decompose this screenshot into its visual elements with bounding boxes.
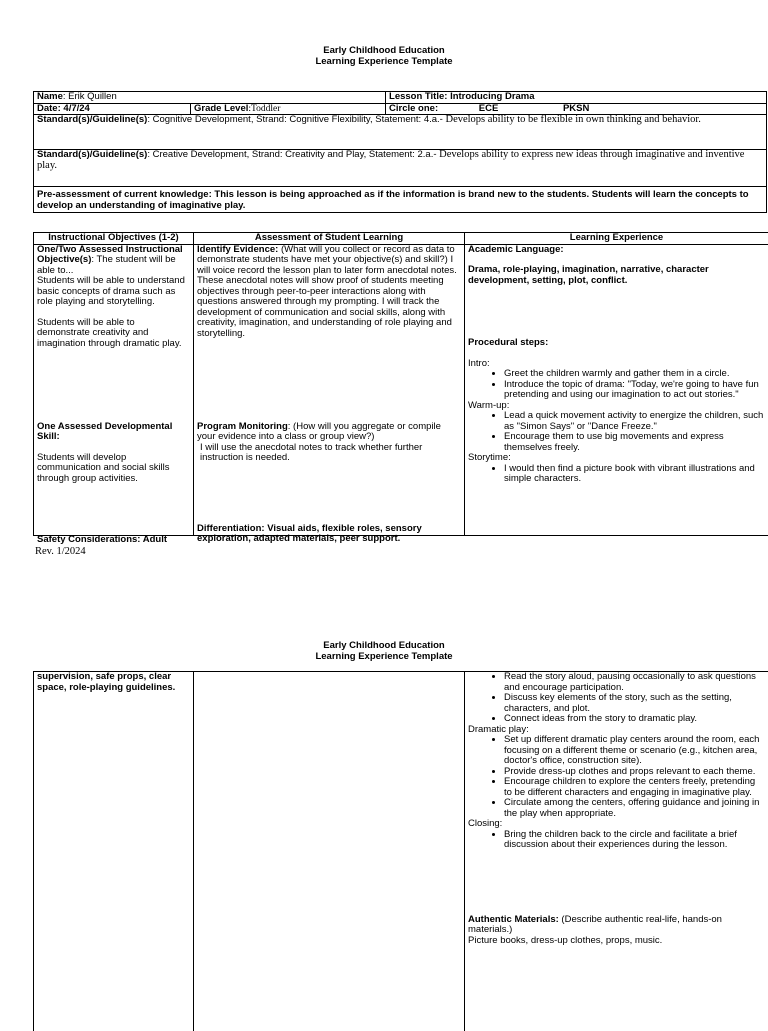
lesson-table-page-1 — [33, 232, 768, 536]
list-item: • Greet the children warmly and gather them in a circle. — [504, 369, 765, 380]
column-header-experience: Learning Experience — [465, 233, 768, 245]
lesson-title-cell: Lesson Title: Introducing Drama — [386, 92, 767, 104]
circle-one-cell: Circle one: ECE PKSN — [386, 103, 767, 115]
revision-note: Rev. 1/2024 — [35, 546, 86, 557]
list-item: • Read the story aloud, pausing occasionally to ask questions and encourage participation. — [504, 672, 765, 693]
safety-continued-cell: supervision, safe props, clear space, role-playing guidelines. — [34, 672, 194, 1031]
list-item: • Encourage children to explore the centers freely, pretending to be different characters and engaging in imaginative play. — [504, 777, 765, 798]
list-item: • I would then find a picture book with vibrant illustrations and simple characters. — [504, 464, 765, 485]
preassessment-cell: Pre-assessment of current knowledge: This lesson is being approached as if the information is brand new to the students. Students will learn the concepts to develop an understanding of imaginative play. — [34, 187, 767, 213]
info-table — [33, 91, 767, 213]
list-item: • Provide dress-up clothes and props relevant to each theme. — [504, 767, 765, 778]
page-title-line1: Early Childhood Education — [0, 45, 768, 56]
list-item: • Lead a quick movement activity to energize the children, such as "Simon Says" or "Dance Freeze." — [504, 411, 765, 432]
list-item: • Discuss key elements of the story, such as the setting, characters, and plot. — [504, 693, 765, 714]
list-item: • Set up different dramatic play centers around the room, each focusing on a different theme or scenario (e.g., kitchen area, doctor's office, construction site). — [504, 735, 765, 767]
safety-considerations: Safety Considerations: Adult — [37, 535, 167, 546]
assessment-continued-cell — [194, 672, 465, 1031]
differentiation: Differentiation: Visual aids, flexible roles, sensory exploration, adapted materials, peer support. — [197, 524, 461, 545]
list-item: • Connect ideas from the story to dramatic play. — [504, 714, 765, 725]
objectives-cell: One/Two Assessed Instructional Objective(s): The student will be able to... Students will be able to understand basic concepts of drama such as role playing and storytelling. Students will be able to demonstrate creativity and imagination through dramatic play. One Assessed Developmental Skill: Students will develop communication and social skills through group activities. Safety Considerations: Adult — [34, 244, 194, 535]
date-cell: Date: 4/7/24 — [34, 103, 191, 115]
standard-1-cell: Standard(s)/Guideline(s): Cognitive Development, Strand: Cognitive Flexibility, Statement: 4.a.- Develops ability to be flexible in own thinking and behavior. — [34, 115, 767, 150]
experience-cell: Academic Language: Drama, role-playing, imagination, narrative, character development, setting, plot, conflict. Procedural steps: Intro: • Greet the children warmly and gather them in a circle. • Introduce the topic of drama: "Today, we're going to have fun pretending and using our imagination to act out stories." Warm-up: • Lead a quick movement activity to energize the children, such as "Simon Says" or "Dance Freeze." • Encourage them to use big movements and express themselves freely. Storytime: • I would then find a picture book with vibrant illustrations and simple characters. — [465, 244, 768, 535]
column-header-assessment: Assessment of Student Learning — [194, 233, 465, 245]
name-cell: Name: Erik Quillen — [34, 92, 386, 104]
lesson-table-page-2 — [33, 671, 768, 1031]
experience-continued-cell: • Read the story aloud, pausing occasionally to ask questions and encourage participation. • Discuss key elements of the story, such as the setting, characters, and plot. • Connect ideas from the story to dramatic play. Dramatic play: • Set up different dramatic play centers around the room, each focusing on a different theme or scenario (e.g., kitchen area, doctor's office, construction site). • Provide dress-up clothes and props relevant to each theme. • Encourage children to explore the centers freely, pretending to be different characters and engaging in imaginative play. • Circulate among the centers, offering guidance and joining in the play when appropriate. Closing: • Bring the children back to the circle and facilitate a brief discussion about their experiences during the lesson. Authentic Materials: (Describe authentic real-life, hands-on materials.) Picture books, dress-up clothes, props, music. — [465, 672, 768, 1031]
page-2-title-line2: Learning Experience Template — [0, 651, 768, 662]
column-header-objectives: Instructional Objectives (1-2) — [34, 233, 194, 245]
page-title-line2: Learning Experience Template — [0, 56, 768, 67]
list-item: • Circulate among the centers, offering guidance and joining in the play when appropriate. — [504, 798, 765, 819]
grade-level-cell: Grade Level:Toddler — [191, 103, 386, 115]
list-item: • Introduce the topic of drama: "Today, we're going to have fun pretending and using our imagination to act out stories." — [504, 380, 765, 401]
list-item: • Encourage them to use big movements and express themselves freely. — [504, 432, 765, 453]
standard-2-cell: Standard(s)/Guideline(s): Creative Development, Strand: Creativity and Play, Statement: 2.a.- Develops ability to express new ideas through imaginative and inventive play. — [34, 150, 767, 187]
list-item: • Bring the children back to the circle and facilitate a brief discussion about their experiences during the lesson. — [504, 830, 765, 851]
assessment-cell: Identify Evidence: (What will you collect or record as data to demonstrate students have met your objective(s) and skill?) I will voice record the lesson plan to later form anecdotal notes. These anecdotal notes will show proof of students meeting objectives through peer-to-peer interactions along with questions answered through my prompting. I will track the development of communication and social skills, along with creativity, imagination, and understanding of role playing and storytelling. Program Monitoring: (How will you aggregate or compile your evidence into a class or group view?) I will use the anecdotal notes to track whether further instruction is needed. Differentiation: Visual aids, flexible roles, sensory exploration, adapted materials, peer support. — [194, 244, 465, 535]
page-2-title-line1: Early Childhood Education — [0, 640, 768, 651]
